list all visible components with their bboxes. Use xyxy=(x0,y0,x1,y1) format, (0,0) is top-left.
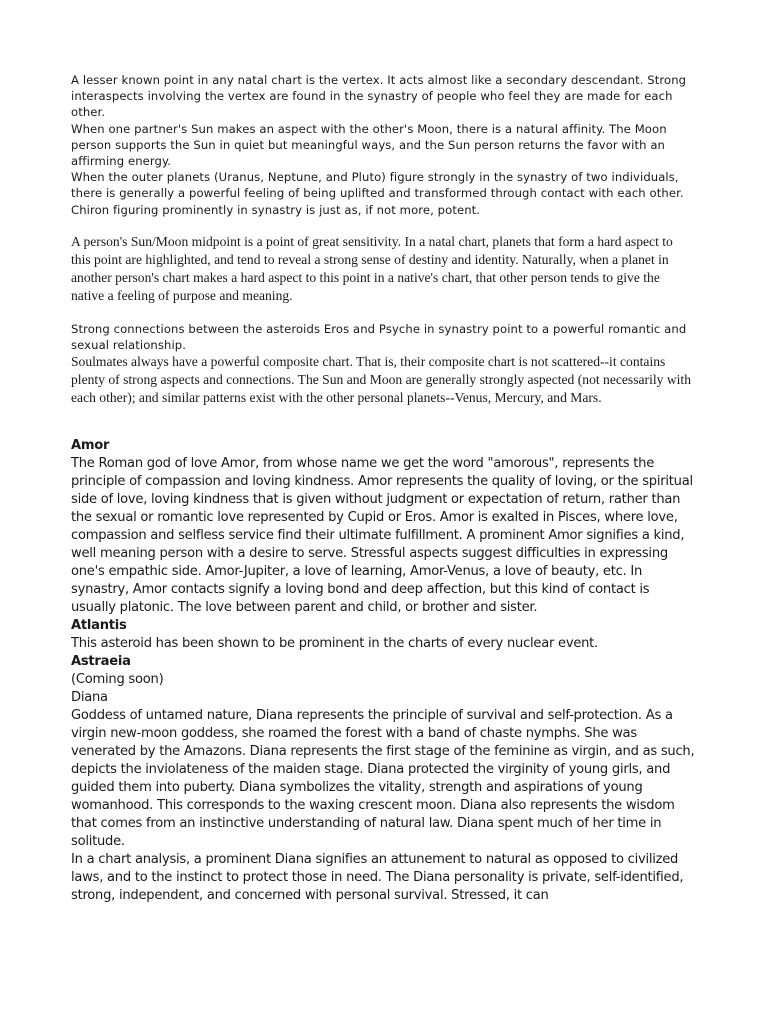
section-soulmates xyxy=(71,321,695,407)
paragraph-amor: The Roman god of love Amor, from whose name we get the word "amorous", represents the principle of compassion and loving kindness. Amor represents the quality of loving, or the spiritual side of love, loving kindness that is given without judgment or expectation of return, rather than the sexual or romantic love represented by Cupid or Eros. Amor is exalted in Pisces, where love, compassion and selfless service find their ultimate fulfillment. A prominent Amor signifies a kind, well meaning person with a desire to serve. Stressful aspects suggest difficulties in expressing one's empathic side. Amor-Jupiter, a love of learning, Amor-Venus, a love of beauty, etc. In synastry, Amor contacts signify a loving bond and deep affection, but this kind of contact is usually platonic. The love between parent and child, or brother and sister. xyxy=(71,456,693,616)
paragraph-vertex: A lesser known point in any natal chart is the vertex. It acts almost like a secondary descendant. Strong interaspects involving the vertex are found in the synastry of people who feel they are made for each other. xyxy=(71,73,687,120)
heading-diana: Diana xyxy=(71,690,108,706)
heading-atlantis: Atlantis xyxy=(71,618,127,634)
paragraph-composite-chart: Soulmates always have a powerful composite chart. That is, their composite chart is not scattered--it contains plenty of strong aspects and connections. The Sun and Moon are generally strongly aspected (not necessarily with each other); and similar patterns exist with the other personal planets--Venus, Mercury, and Mars. xyxy=(71,354,691,406)
section-asteroids xyxy=(71,437,695,905)
paragraph-astraeia: (Coming soon) xyxy=(71,672,164,688)
paragraph-eros-psyche: Strong connections between the asteroids Eros and Psyche in synastry point to a powerful romantic and sexual relationship. xyxy=(71,321,687,353)
paragraph-diana-1: Goddess of untamed nature, Diana represents the principle of survival and self-protection. As a virgin new-moon goddess, she roamed the forest with a band of chaste nymphs. She was venerated by the Amazons. Diana represents the first stage of the feminine as virgin, and as such, depicts the inviolateness of the maiden stage. Diana protected the virginity of young girls, and guided them into puberty. Diana symbolizes the vitality, strength and aspirations of young womanhood. This corresponds to the waxing crescent moon. Diana also represents the wisdom that comes from an instinctive understanding of natural law. Diana spent much of her time in solitude. xyxy=(71,708,695,850)
heading-astraeia: Astraeia xyxy=(71,654,131,670)
paragraph-sun-moon-affinity: When one partner's Sun makes an aspect with the other's Moon, there is a natural affinity. The Moon person supports the Sun in quiet but meaningful ways, and the Sun person returns the favor with an affirming energy. xyxy=(71,121,667,169)
section-vertex-synastry xyxy=(71,72,695,218)
paragraph-diana-2: In a chart analysis, a prominent Diana signifies an attunement to natural as opposed to civilized laws, and to the instinct to protect those in need. The Diana personality is private, self-identified, strong, independent, and concerned with personal survival. Stressed, it can xyxy=(71,852,684,904)
section-midpoint xyxy=(71,233,695,305)
document-page xyxy=(71,72,695,905)
paragraph-atlantis: This asteroid has been shown to be prominent in the charts of every nuclear event. xyxy=(71,636,598,652)
heading-amor: Amor xyxy=(71,438,110,454)
paragraph-sun-moon-midpoint: A person's Sun/Moon midpoint is a point of great sensitivity. In a natal chart, planets that form a hard aspect to this point are highlighted, and tend to reveal a strong sense of destiny and identity. Naturally, when a planet in another person's chart makes a hard aspect to this point in a native's chart, that other person tends to give the native a feeling of purpose and meaning. xyxy=(71,233,673,303)
paragraph-outer-planets: When the outer planets (Uranus, Neptune, and Pluto) figure strongly in the synastry of two individuals, there is generally a powerful feeling of being uplifted and transformed through contact with each other. Chiron figuring prominently in synastry is just as, if not more, potent. xyxy=(71,170,684,217)
